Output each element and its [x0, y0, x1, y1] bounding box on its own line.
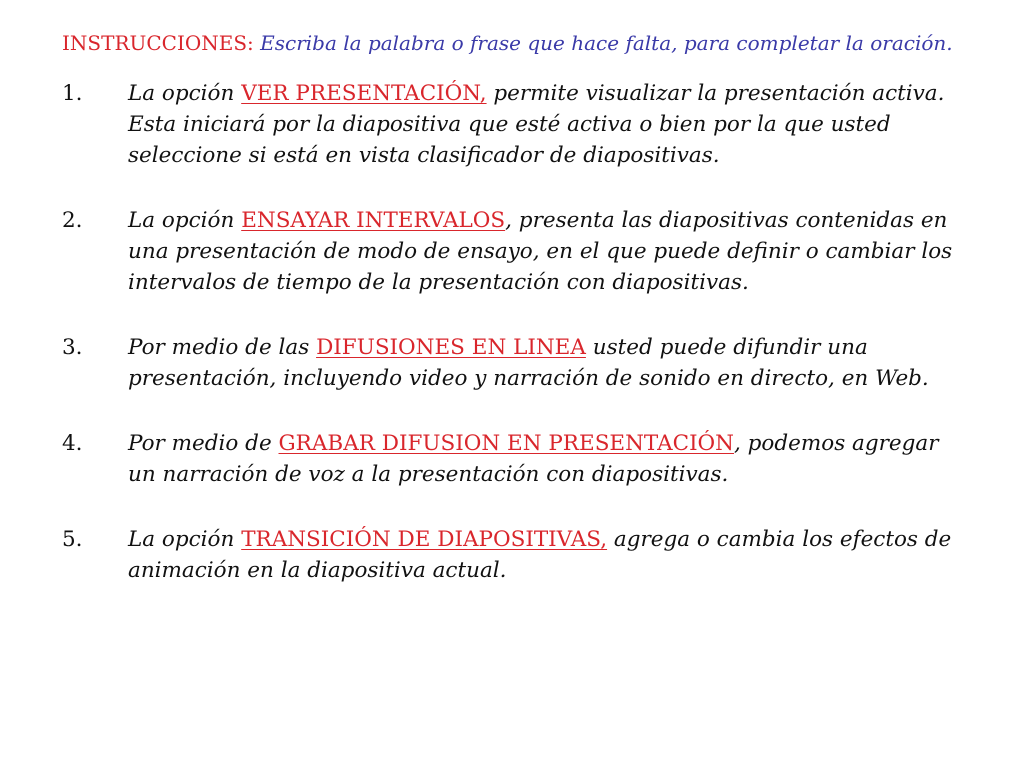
question-text-after: , presenta las diapositivas contenidas en una presentación de modo de ensayo, en el que puede definir o cambiar los intervalos de tiempo de la presentación con diapositivas.	[128, 208, 953, 295]
answer-blank: GRABAR DIFUSION EN PRESENTACIÓN	[278, 431, 734, 456]
question-text-before: Por medio de las	[128, 335, 317, 360]
question-text-after: usted puede difundir una presentación, incluyendo video y narración de sonido en directo, en Web.	[128, 335, 929, 391]
question-number: 2.	[62, 208, 83, 233]
question-text-after: agrega o cambia los efectos de animación en la diapositiva actual.	[128, 527, 952, 583]
question-item-5	[62, 524, 964, 586]
question-text-after: , podemos agregar un narración de voz a la presentación con diapositivas.	[128, 431, 939, 487]
question-text-before: Por medio de	[128, 431, 279, 456]
answer-blank: ENSAYAR INTERVALOS	[241, 208, 506, 233]
question-text-before: La opción	[128, 208, 242, 233]
question-number: 1.	[62, 81, 83, 106]
answer-blank: VER PRESENTACIÓN,	[241, 81, 487, 106]
answer-blank: TRANSICIÓN DE DIAPOSITIVAS,	[241, 527, 608, 552]
question-number: 5.	[62, 527, 83, 552]
question-text-after: permite visualizar la presentación activa. Esta iniciará por la diapositiva que esté activa o bien por la que usted seleccione si está en vista clasificador de diapositivas.	[128, 81, 945, 168]
question-text-before: La opción	[128, 527, 242, 552]
instructions	[62, 28, 964, 58]
question-text-before: La opción	[128, 81, 242, 106]
instructions-text: Escriba la palabra o frase que hace falta, para completar la oración.	[253, 31, 953, 55]
question-item-1	[62, 78, 964, 171]
answer-blank: DIFUSIONES EN LINEA	[316, 335, 586, 360]
question-list	[62, 78, 964, 586]
question-item-2	[62, 205, 964, 298]
question-item-3	[62, 332, 964, 394]
question-number: 4.	[62, 431, 83, 456]
instructions-lead: INSTRUCCIONES:	[62, 31, 254, 55]
question-item-4	[62, 428, 964, 490]
question-number: 3.	[62, 335, 83, 360]
